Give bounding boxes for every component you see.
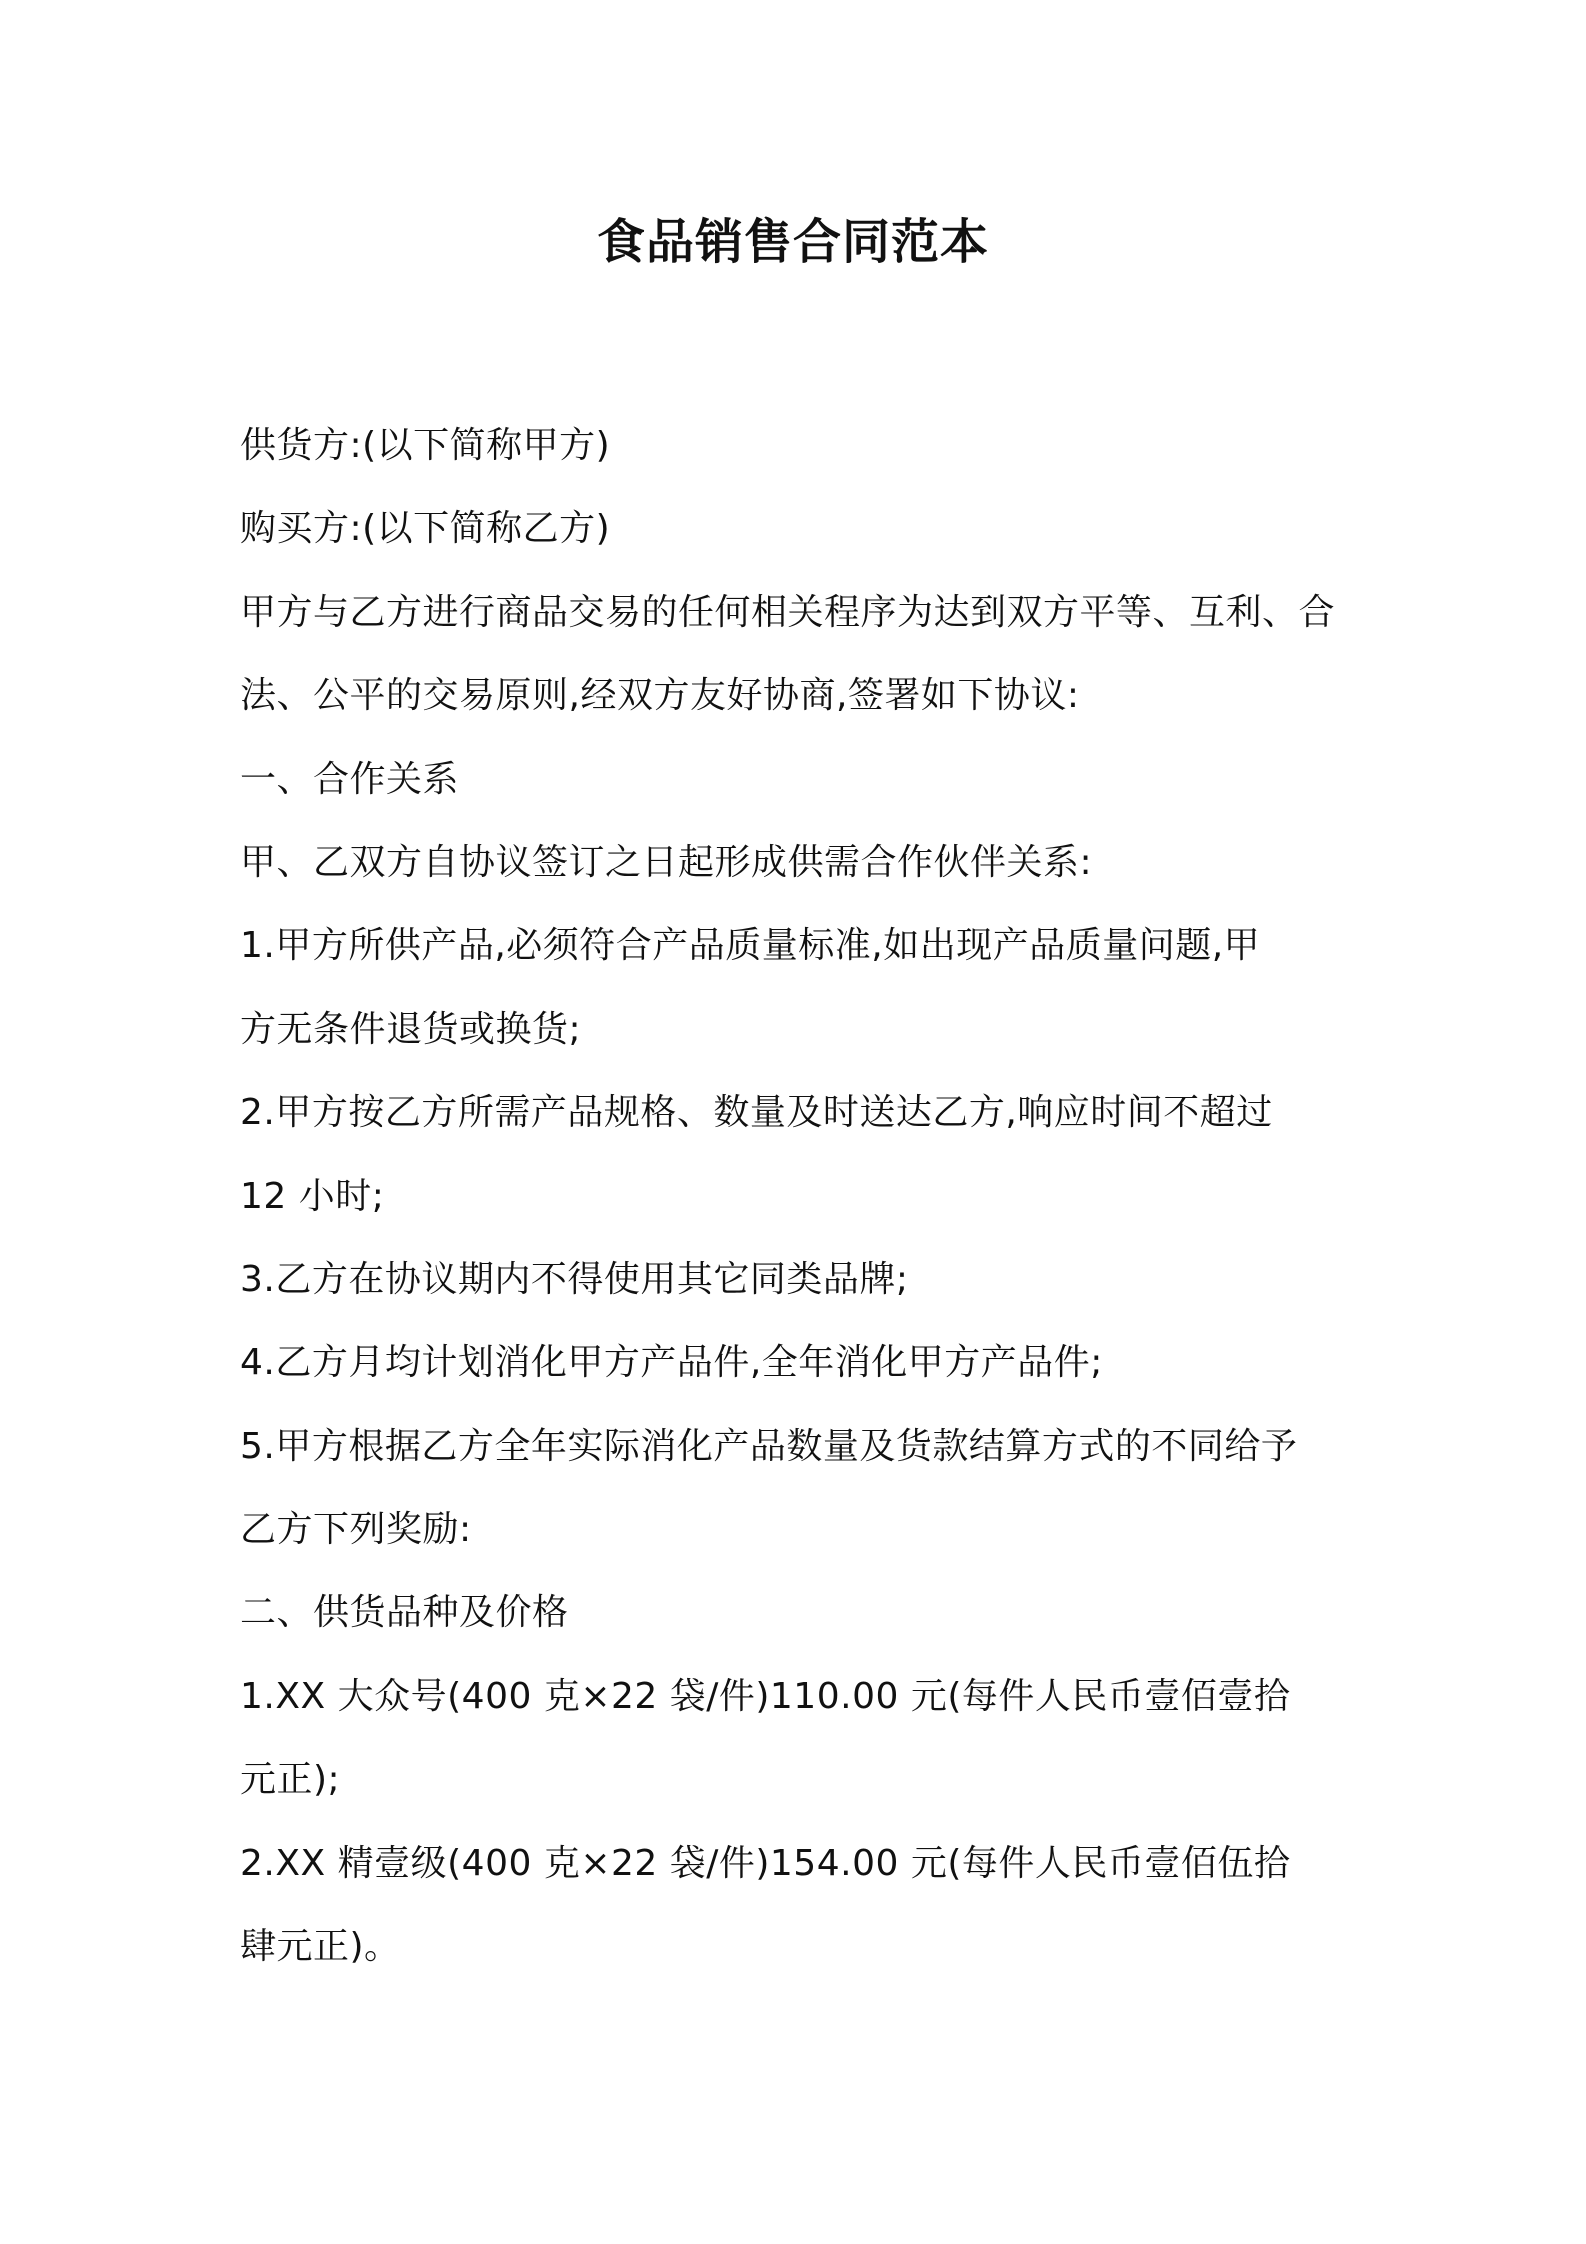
product-1-line-2: 元正); bbox=[240, 1759, 341, 1801]
buyer-line: 购买方:(以下简称乙方) bbox=[240, 508, 611, 550]
clause-1-line-2: 方无条件退货或换货; bbox=[240, 1008, 582, 1050]
clause-2-line-2: 12 小时; bbox=[240, 1175, 385, 1217]
section-heading-products-prices: 二、供货品种及价格 bbox=[240, 1592, 569, 1634]
cooperation-intro-line: 甲、乙双方自协议签订之日起形成供需合作伙伴关系: bbox=[240, 841, 1093, 883]
document-body bbox=[240, 404, 1370, 1988]
clause-5-line-2: 乙方下列奖励: bbox=[240, 1509, 472, 1551]
preamble-line-1: 甲方与乙方进行商品交易的任何相关程序为达到双方平等、互利、合 bbox=[240, 591, 1336, 633]
clause-5-line-1: 5.甲方根据乙方全年实际消化产品数量及货款结算方式的不同给予 bbox=[240, 1425, 1298, 1467]
clause-1-line-1: 1.甲方所供产品,必须符合产品质量标准,如出现产品质量问题,甲 bbox=[240, 925, 1261, 967]
clause-4-line: 4.乙方月均计划消化甲方产品件,全年消化甲方产品件; bbox=[240, 1342, 1103, 1384]
section-heading-cooperation: 一、合作关系 bbox=[240, 758, 460, 800]
product-1-line-1: 1.XX 大众号(400 克×22 袋/件)110.00 元(每件人民币壹佰壹拾 bbox=[240, 1675, 1291, 1717]
clause-3-line: 3.乙方在协议期内不得使用其它同类品牌; bbox=[240, 1258, 909, 1300]
document-title: 食品销售合同范本 bbox=[596, 214, 989, 270]
supplier-line: 供货方:(以下简称甲方) bbox=[240, 425, 611, 466]
preamble-line-2: 法、公平的交易原则,经双方友好协商,签署如下协议: bbox=[240, 675, 1080, 717]
product-2-line-1: 2.XX 精壹级(400 克×22 袋/件)154.00 元(每件人民币壹佰伍拾 bbox=[240, 1842, 1291, 1884]
clause-2-line-1: 2.甲方按乙方所需产品规格、数量及时送达乙方,响应时间不超过 bbox=[240, 1092, 1273, 1134]
product-2-line-2: 肆元正)。 bbox=[240, 1926, 401, 1968]
